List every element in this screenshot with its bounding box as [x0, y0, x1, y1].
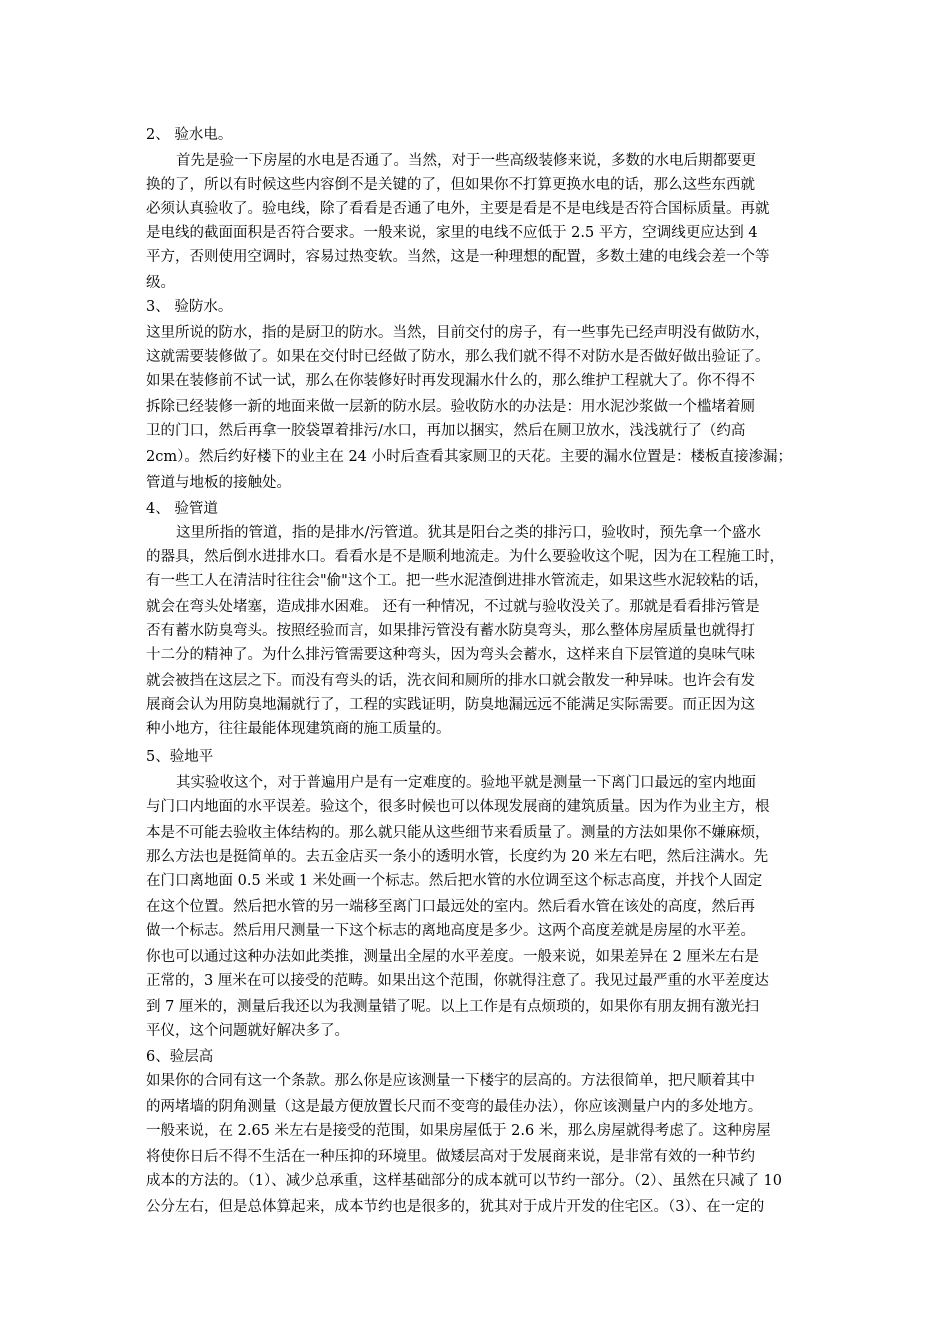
paragraph-line: 做一个标志。然后用尺测量一下这个标志的离地高度是多少。这两个高度差就是房屋的水平差。: [146, 923, 755, 939]
paragraph-line: 你也可以通过这种办法如此类推，测量出全屋的水平差度。一般来说，如果差异在 2 厘米左右是: [146, 949, 759, 965]
paragraph-line: 一般来说，在 2.65 米左右是接受的范围，如果房屋低于 2.6 米，那么房屋就得考虑了。这种房屋: [146, 1123, 771, 1139]
paragraph-line: 2cm）。然后约好楼下的业主在 24 小时后查看其家厕卫的天花。主要的漏水位置是：楼板直接渗漏；: [146, 449, 793, 465]
paragraph-line: 正常的，3 厘米在可以接受的范畴。如果出这个范围，你就得注意了。我见过最严重的水平差度达: [146, 973, 769, 989]
paragraph-line: 的两堵墙的阴角测量（这是最方便放置长尺而不变弯的最佳办法），你应该测量户内的多处地方。: [146, 1099, 763, 1115]
section-heading: 4、 验管道: [146, 501, 218, 517]
paragraph-line: 平方，否则使用空调时，容易过热变软。当然，这是一种理想的配置，多数土建的电线会差一个等: [146, 249, 770, 265]
paragraph-line: 必须认真验收了。验电线，除了看看是否通了电外，主要是看是不是电线是否符合国标质量。再就: [146, 201, 770, 217]
paragraph-line: 这就需要装修做了。如果在交付时已经做了防水，那么我们就不得不对防水是否做好做出验证了。: [146, 349, 770, 365]
paragraph-line: 其实验收这个，对于普遍用户是有一定难度的。验地平就是测量一下离门口最远的室内地面: [176, 775, 756, 791]
paragraph-line: 如果你的合同有这一个条款。那么你是应该测量一下楼宇的层高的。方法很简单，把尺顺着其中: [146, 1073, 755, 1089]
paragraph-line: 公分左右，但是总体算起来，成本节约也是很多的，犹其对于成片开发的住宅区。（3）、在一定的: [146, 1199, 765, 1215]
paragraph-line: 展商会认为用防臭地漏就行了，工程的实践证明，防臭地漏远远不能满足实际需要。而正因为这: [146, 697, 755, 713]
paragraph-line: 拆除已经装修一新的地面来做一层新的防水层。验收防水的办法是：用水泥沙浆做一个槛堵着厕: [146, 399, 755, 415]
section-heading: 2、 验水电。: [146, 127, 233, 143]
paragraph-line: 就会被挡在这层之下。而没有弯头的话，洗衣间和厕所的排水口就会散发一种异味。也许会有发: [146, 673, 755, 689]
section-heading: 3、 验防水。: [146, 299, 233, 315]
paragraph-line: 是电线的截面面积是否符合要求。一般来说，家里的电线不应低于 2.5 平方，空调线更应达到 4: [146, 225, 758, 241]
paragraph-line: 本是不可能去验收主体结构的。那么就只能从这些细节来看质量了。测量的方法如果你不嫌麻烦，: [146, 825, 770, 841]
paragraph-line: 十二分的精神了。为什么排污管需要这种弯头，因为弯头会蓄水，这样来自下层管道的臭味气味: [146, 647, 755, 663]
paragraph-line: 如果在装修前不试一试，那么在你装修好时再发现漏水什么的，那么维护工程就大了。你不得不: [146, 373, 755, 389]
paragraph-line: 否有蓄水防臭弯头。按照经验而言，如果排污管没有蓄水防臭弯头，那么整体房屋质量也就得打: [146, 623, 755, 639]
paragraph-line: 换的了，所以有时候这些内容倒不是关键的了，但如果你不打算更换水电的话，那么这些东西就: [146, 177, 755, 193]
paragraph-line: 这里所指的管道，指的是排水/污管道。犹其是阳台之类的排污口，验收时，预先拿一个盛水: [176, 525, 761, 541]
paragraph-line: 那么方法也是挺简单的。去五金店买一条小的透明水管，长度约为 20 米左右吧，然后注满水。先: [146, 849, 769, 865]
paragraph-line: 在这个位置。然后把水管的另一端移至离门口最远处的室内。然后看水管在该处的高度，然后再: [146, 899, 755, 915]
section-heading: 5、验地平: [146, 749, 214, 765]
paragraph-line: 管道与地板的接触处。: [146, 475, 291, 491]
paragraph-line: 卫的门口，然后再拿一胶袋罩着排污/水口，再加以捆实，然后在厕卫放水，浅浅就行了（约高: [146, 423, 746, 439]
paragraph-line: 级。: [146, 275, 175, 291]
paragraph-line: 平仪，这个问题就好解决多了。: [146, 1023, 349, 1039]
paragraph-line: 到 7 厘米的，测量后我还以为我测量错了呢。以上工作是有点烦琐的，如果你有朋友拥有激光扫: [146, 999, 759, 1015]
section-heading: 6、验层高: [146, 1049, 214, 1065]
paragraph-line: 与门口内地面的水平误差。验这个，很多时候也可以体现发展商的建筑质量。因为作为业主方，根: [146, 799, 770, 815]
paragraph-line: 首先是验一下房屋的水电是否通了。当然，对于一些高级装修来说，多数的水电后期都要更: [176, 153, 756, 169]
paragraph-line: 就会在弯头处堵塞，造成排水困难。 还有一种情况，不过就与验收没关了。那就是看看排污管是: [146, 599, 760, 615]
paragraph-line: 成本的方法的。（1）、减少总承重，这样基础部分的成本就可以节约一部分。（2）、虽然在只减了 10: [146, 1173, 783, 1189]
paragraph-line: 将使你日后不得不生活在一种压抑的环境里。做矮层高对于发展商来说，是非常有效的一种节约: [146, 1149, 755, 1165]
paragraph-line: 种小地方，往往最能体现建筑商的施工质量的。: [146, 721, 451, 737]
paragraph-line: 的器具，然后倒水进排水口。看看水是不是顺利地流走。为什么要验收这个呢，因为在工程施工时，: [146, 549, 784, 565]
paragraph-line: 在门口离地面 0.5 米或 1 米处画一个标志。然后把水管的水位调至这个标志高度，并找个人固定: [146, 873, 763, 889]
paragraph-line: 有一些工人在清洁时往往会"偷"这个工。把一些水泥渣倒进排水管流走，如果这些水泥较粘的话，: [146, 573, 769, 589]
paragraph-line: 这里所说的防水，指的是厨卫的防水。当然，目前交付的房子，有一些事先已经声明没有做防水，: [146, 325, 770, 341]
